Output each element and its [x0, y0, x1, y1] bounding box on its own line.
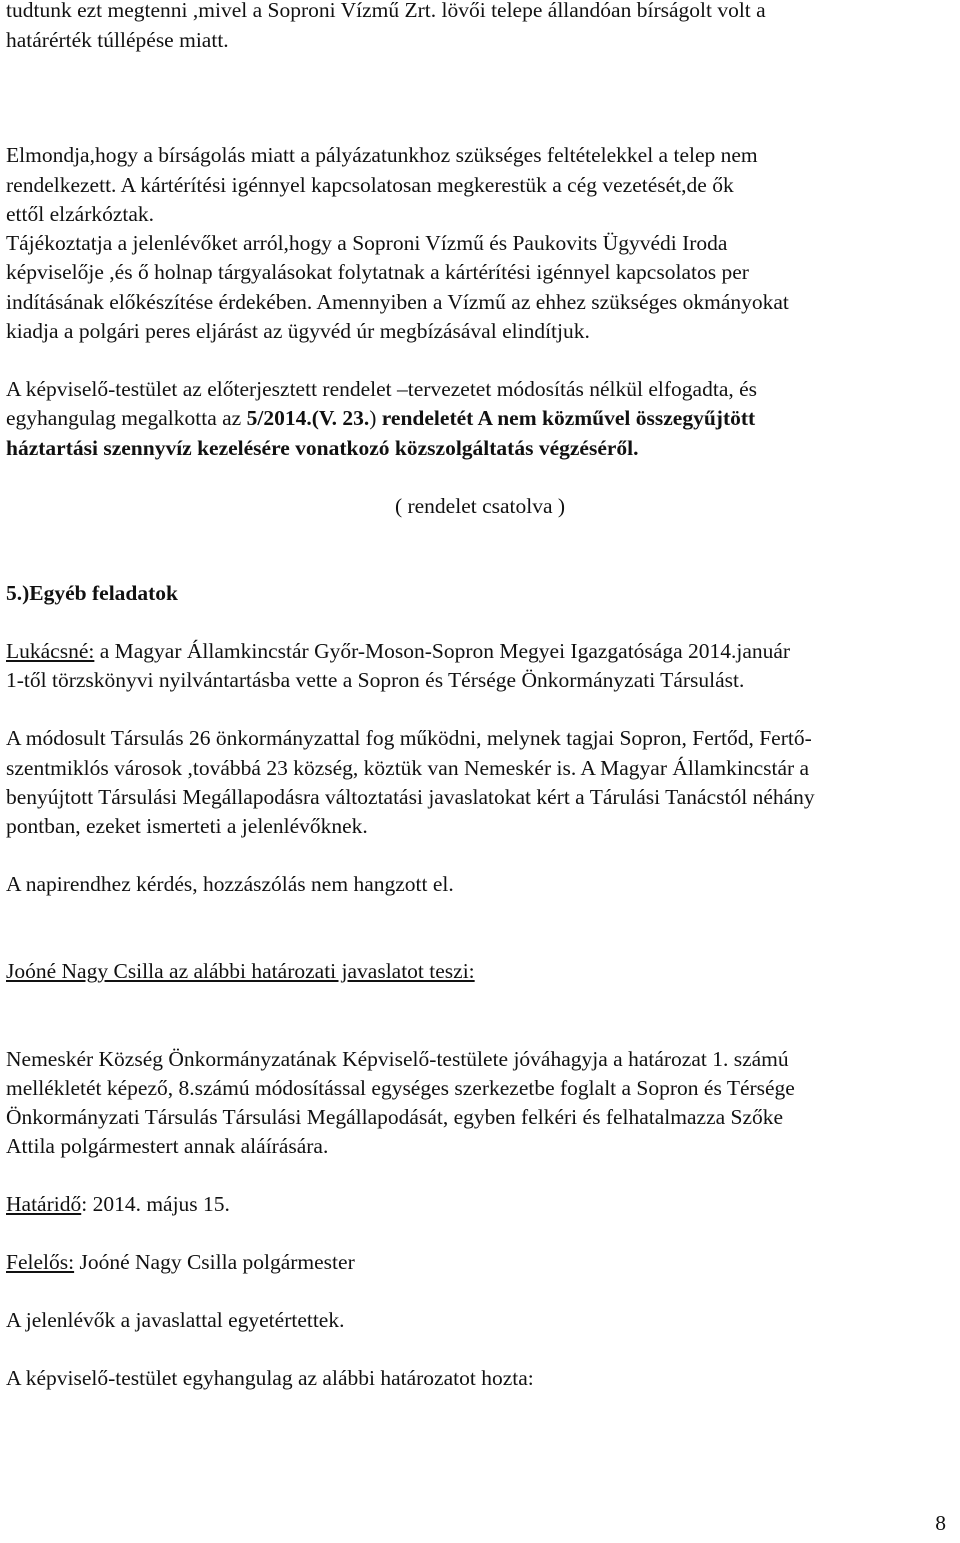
text-line: képviselője ,és ő holnap tárgyalásokat folytatnak a kártérítési igénnyel kapcsolatos per [6, 260, 749, 284]
text-line: A képviselő-testület egyhangulag az alábbi határozatot hozta: [6, 1366, 534, 1390]
decree-title: rendeletét A nem közművel összegyűjtött [381, 406, 756, 430]
text-line: mellékletét képező, 8.számú módosítással egységes szerkezetbe foglalt a Sopron és Térsége [6, 1076, 795, 1100]
attachment-note: ( rendelet csatolva ) [394, 494, 566, 518]
text-line: indításának előkészítése érdekében. Amennyiben a Vízmű az ehhez szükséges okmányokat [6, 290, 789, 314]
text-line: Önkormányzati Társulás Társulási Megállapodását, egyben felkéri és felhatalmazza Szőke [6, 1105, 784, 1129]
text-line: A módosult Társulás 26 önkormányzattal fog működni, melynek tagjai Sopron, Fertőd, Fertő- [6, 726, 812, 750]
text-line: 1-től törzskönyvi nyilvántartásba vette a Sopron és Térsége Önkormányzati Társulást. [6, 668, 745, 692]
speaker-name: Lukácsné: [6, 639, 95, 663]
text-line: rendelkezett. A kártérítési igénnyel kapcsolatosan megkerestük a cég vezetését,de ők [6, 173, 734, 197]
text-line: A jelenlévők a javaslattal egyetértettek. [6, 1308, 345, 1332]
text-line [6, 403, 755, 433]
deadline-label: Határidő [6, 1192, 82, 1216]
text-line: pontban, ezeket ismerteti a jelenlévőknek. [6, 814, 368, 838]
text-segment: a Magyar Államkincstár Győr-Moson-Sopron Megyei Igazgatósága 2014.január [94, 639, 791, 663]
text-line: Nemeskér Község Önkormányzatának Képviselő-testülete jóváhagyja a határozat 1. számú [6, 1047, 789, 1071]
text-segment: ) [369, 406, 382, 430]
text-line: Tájékoztatja a jelenlévőket arról,hogy a Soproni Vízmű és Paukovits Ügyvédi Iroda [6, 231, 728, 255]
text-line: ettől elzárkóztak. [6, 202, 155, 226]
responsible-value: Joóné Nagy Csilla polgármester [74, 1250, 355, 1274]
text-line: A napirendhez kérdés, hozzászólás nem hangzott el. [6, 872, 454, 896]
text-line: tudtunk ezt megtenni ,mivel a Soproni Vízmű Zrt. lövői telepe állandóan bírságolt volt a [6, 0, 766, 22]
text-line [6, 636, 790, 666]
page-number: 8 [935, 1511, 946, 1535]
deadline-value: : 2014. május 15. [81, 1192, 230, 1216]
text-line: határérték túllépése miatt. [6, 28, 229, 52]
text-line: benyújtott Társulási Megállapodásra változtatási javaslatokat kért a Tárulási Tanácstól néhány [6, 785, 815, 809]
deadline-line [6, 1189, 230, 1219]
decree-number: 5/2014.(V. 23. [246, 406, 370, 430]
proposal-intro: Joóné Nagy Csilla az alábbi határozati javaslatot teszi: [6, 959, 475, 983]
responsible-label: Felelős: [6, 1250, 75, 1274]
text-line: Attila polgármestert annak aláírására. [6, 1134, 329, 1158]
text-line: A képviselő-testület az előterjesztett rendelet –tervezetet módosítás nélkül elfogadta, és [6, 377, 758, 401]
text-segment: egyhangulag megalkotta az [6, 406, 247, 430]
text-line: Elmondja,hogy a bírságolás miatt a pályázatunkhoz szükséges feltételekkel a telep nem [6, 143, 758, 167]
text-line: kiadja a polgári peres eljárást az ügyvéd úr megbízásával elindítjuk. [6, 319, 590, 343]
responsible-line [6, 1247, 355, 1277]
text-line: szentmiklós városok ,továbbá 23 község, köztük van Nemeskér is. A Magyar Államkincstár a [6, 756, 810, 780]
decree-title-continued: háztartási szennyvíz kezelésére vonatkozó közszolgáltatás végzéséről. [6, 436, 639, 460]
section-heading: 5.)Egyéb feladatok [6, 581, 178, 605]
